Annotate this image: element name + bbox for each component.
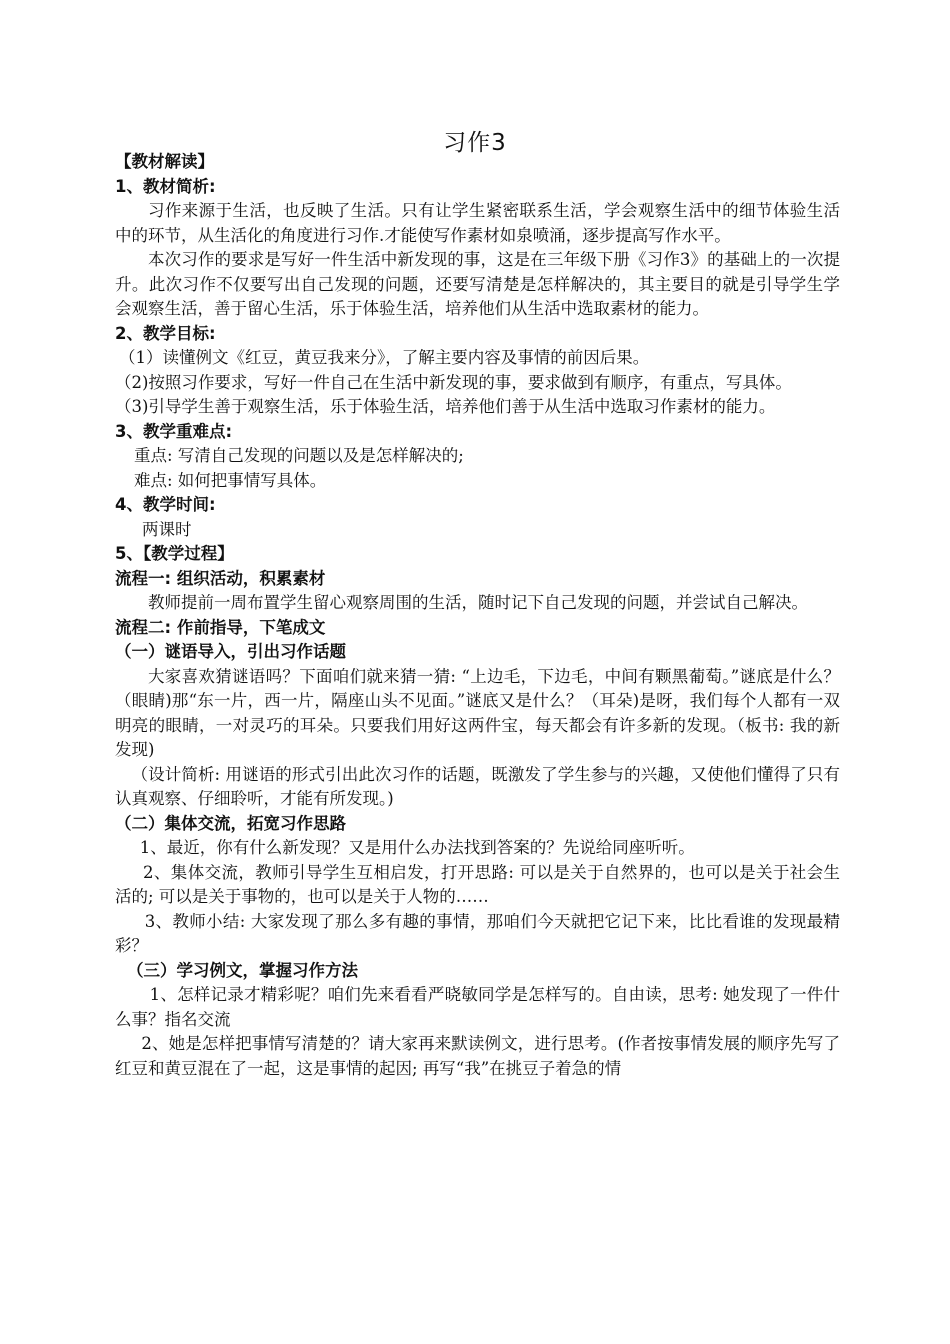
difficult-point: 难点: 如何把事情写具体。 [134, 470, 327, 490]
heading-textbook-analysis: 1、教材简析: [115, 176, 216, 196]
heading-teaching-process: 5、【教学过程】 [115, 544, 234, 563]
subsection-1-heading: （一）谜语导入，引出习作话题 [115, 642, 346, 661]
goal-item-3: （3)引导学生善于观察生活，乐于体验生活，培养他们善于从生活中选取习作素材的能力。 [115, 397, 776, 416]
subsection-2-item-3: 3、教师小结: 大家发现了那么多有趣的事情，那咱们今天就把它记下来，比比看谁的发现最精彩？ [115, 911, 840, 955]
subsection-2-heading: （二）集体交流，拓宽习作思路 [115, 813, 346, 833]
subsection-3-item-1: 1、怎样记录才精彩呢？咱们先来看看严晓敏同学是怎样写的。自由读，思考: 她发现了一件什么事？指名交流 [115, 985, 840, 1029]
document-title: 习作3 [443, 130, 507, 156]
document-body [115, 150, 840, 1081]
subsection-3-heading: （三）学习例文，掌握习作方法 [127, 960, 358, 980]
heading-key-points: 3、教学重难点: [115, 421, 233, 441]
flow-2-heading: 流程二: 作前指导，下笔成文 [115, 617, 326, 637]
goal-item-2: （2)按照习作要求，写好一件自己在生活中新发现的事，要求做到有顺序，有重点，写具体。 [115, 372, 792, 392]
flow-1-paragraph: 教师提前一周布置学生留心观察周围的生活，随时记下自己发现的问题，并尝试自己解决。 [148, 593, 808, 612]
paragraph-analysis-1: 习作来源于生活，也反映了生活。只有让学生紧密联系生活，学会观察生活中的细节体验生活中的环节，从生活化的角度进行习作.才能使写作素材如泉喷涌，逐步提高写作水平。 [115, 201, 840, 245]
section-header: 【教材解读】 [115, 152, 214, 171]
subsection-2-item-2: 2、集体交流，教师引导学生互相启发，打开思路: 可以是关于自然界的，也可以是关于社会生活的; 可以是关于事物的，也可以是关于人物的…… [115, 862, 840, 906]
design-note: （设计简析: 用谜语的形式引出此次习作的话题，既激发了学生参与的兴趣，又使他们懂得了只有认真观察、仔细聆听，才能有所发现。) [115, 764, 840, 808]
teaching-time: 两课时 [142, 519, 192, 539]
heading-teaching-time: 4、教学时间: [115, 495, 216, 514]
subsection-2-item-1: 1、最近，你有什么新发现？又是用什么办法找到答案的？先说给同座听听。 [139, 838, 695, 857]
subsection-1-paragraph: 大家喜欢猜谜语吗？下面咱们就来猜一猜: “上边毛，下边毛，中间有颗黑葡萄。”谜底是什么？（眼睛)那“东一片，西一片，隔座山头不见面。”谜底又是什么？（耳朵)是呀，我们每个人都有一双明亮的眼睛，一对灵巧的耳朵。只要我们用好这两件宝，每天都会有许多新的发现。（板书: 我的新发现) [115, 666, 840, 759]
paragraph-analysis-2: 本次习作的要求是写好一件生活中新发现的事，这是在三年级下册《习作3》的基础上的一次提升。此次习作不仅要写出自己发现的问题，还要写清楚是怎样解决的，其主要目的就是引导学生学会观察生活，善于留心生活，乐于体验生活，培养他们从生活中选取素材的能力。 [115, 250, 840, 318]
goal-item-1: （1）读懂例文《红豆，黄豆我来分》，了解主要内容及事情的前因后果。 [119, 348, 650, 367]
flow-1-heading: 流程一: 组织活动，积累素材 [115, 568, 326, 588]
key-point: 重点: 写清自己发现的问题以及是怎样解决的; [134, 446, 464, 465]
subsection-3-item-2: 2、她是怎样把事情写清楚的？请大家再来默读例文，进行思考。(作者按事情发展的顺序先写了红豆和黄豆混在了一起，这是事情的起因; 再写“我”在挑豆子着急的情 [115, 1034, 840, 1078]
heading-teaching-goals: 2、教学目标: [115, 323, 216, 343]
